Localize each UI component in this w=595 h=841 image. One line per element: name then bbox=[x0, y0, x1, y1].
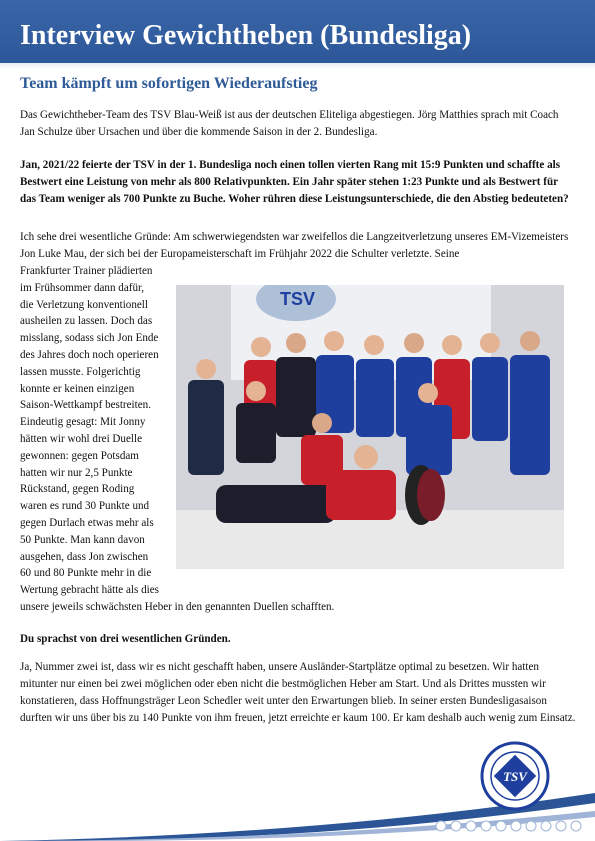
club-logo bbox=[480, 741, 550, 811]
answer-1-body bbox=[20, 263, 576, 616]
question-2: Du sprachst von drei wesentlichen Gründen. bbox=[20, 633, 231, 645]
logo-center-text: TSV bbox=[503, 769, 527, 784]
team-photo-image bbox=[176, 285, 564, 569]
team-photo-illustration bbox=[176, 285, 564, 569]
question-1: Jan, 2021/22 feierte der TSV in der 1. Bundesliga noch einen tollen vierten Rang mit 15:9 Punkten und schaffte als Bestwert eine Leistung von mehr als 800 Relativpunkten. Ein Jahr später stehen 1:23 Punkte und als Bestwert für das Team weniger als 700 Punkte zu Buche. Woher rühren diese Leistungsunterschiede, die den Abstieg bedeuteten? bbox=[20, 159, 569, 206]
team-photo bbox=[164, 273, 576, 581]
title-bar bbox=[0, 0, 595, 70]
intro-paragraph: Das Gewichtheber-Team des TSV Blau-Weiß ist aus der deutschen Eliteliga abgestiegen. Jörg Matthies sprach mit Coach Jan Schulze über Ursachen und über die kommende Saison in der 2. Bundesliga. bbox=[20, 109, 559, 139]
article-subtitle: Team kämpft um sofortigen Wiederaufstieg bbox=[20, 75, 318, 92]
answer-2: Ja, Nummer zwei ist, dass wir es nicht geschafft haben, unsere Ausländer-Startplätze optimal zu besetzen. Wir hatten mitunter nur einen bei zwei möglichen oder eben nicht die bestmöglichen Heber am Start. Und als Drittes mussten wir konstatieren, dass Hoffnungsträger Leon Schedler weit unter den Erwartungen blieb. In seiner ersten Bundesligasaison durften wir uns über bis zu 140 Punkte von ihm freuen, jetzt erreichte er kaum 100. Er kam deshalb auch wenig zum Einsatz. bbox=[20, 661, 576, 725]
answer-1-lead bbox=[20, 229, 576, 263]
answer-1-wrapped-text: Frankfurter Trainer plädierten im Frühsommer dann dafür, die Verletzung konventionell ausheilen zu lassen. Doch das misslang, sodass sich Jon Ende des Jahres doch noch operieren lassen musste. Folgerichtig konnte er keinen einzigen Saison-Wettkampf bestreiten. Eindeutig gesagt: Mit Jonny hätten wir wohl drei Duelle gewonnen: gegen Potsdam hatten wir nur 2,5 Punkte Rückstand, gegen Roding waren es rund 30 Punkte und gegen Durlach etwas mehr als 50 Punkte. Man kann davon ausgehen, dass Jon zwischen 60 und 80 Punkte mehr in die Wertung gebracht hätte als dies unsere jeweils schwächsten Heber in den genannten Duellen schafften. bbox=[20, 265, 335, 613]
answer-1-line1: Ich sehe drei wesentliche Gründe: Am schwerwiegendsten war zweifellos die Langzeitverletzung unseres EM-Vizemeisters Jon Luke Mau, der sich bei der Europameisterschaft im Frühjahr 2022 die Schulter verletzte. Seine bbox=[20, 231, 569, 261]
page-title: Interview Gewichtheben (Bundesliga) bbox=[20, 20, 472, 51]
sport-pictograms bbox=[434, 819, 584, 833]
photo-banner-text: TSV bbox=[280, 289, 316, 309]
